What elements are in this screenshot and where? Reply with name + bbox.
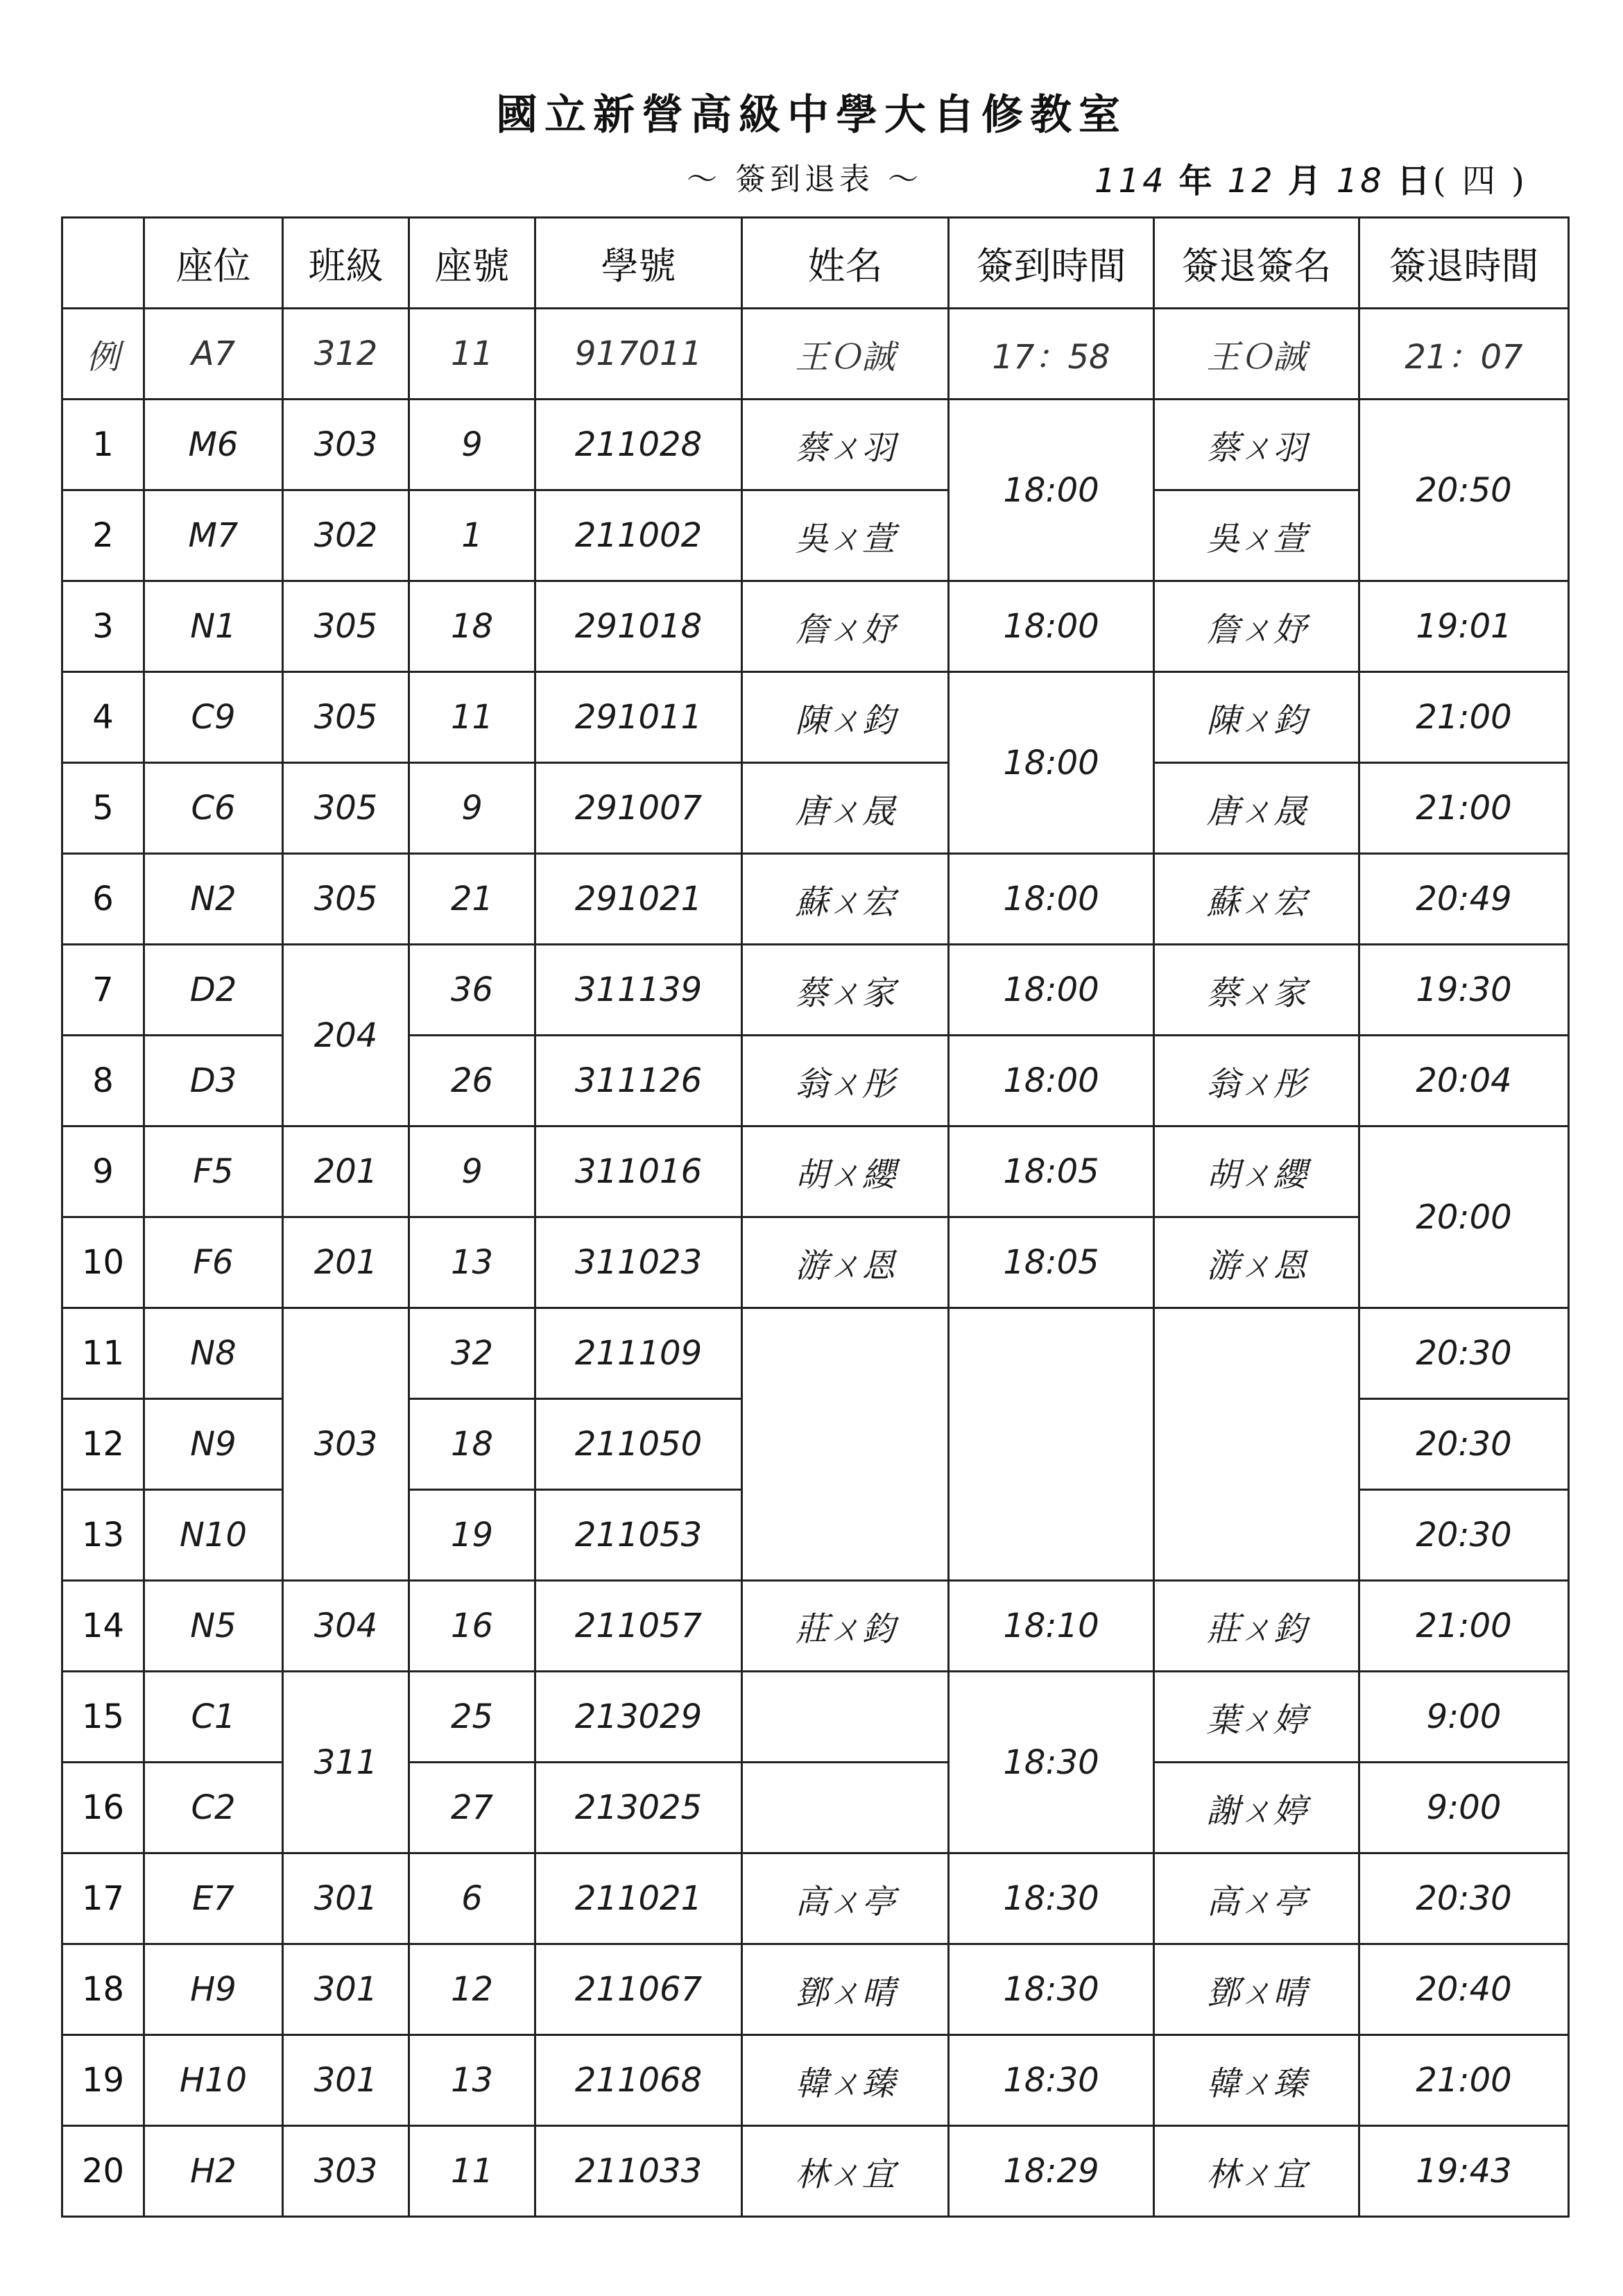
name-cell: 蘇ㄨ宏 bbox=[742, 854, 949, 945]
out-sign-cell: 唐ㄨ晟 bbox=[1154, 763, 1359, 854]
number-cell: 18 bbox=[409, 581, 535, 672]
seat-cell: N5 bbox=[144, 1581, 283, 1672]
class-cell: 303 bbox=[283, 400, 409, 490]
row-number: 12 bbox=[62, 1399, 144, 1490]
seat-cell: D3 bbox=[144, 1036, 283, 1126]
student-id-cell: 211109 bbox=[535, 1308, 742, 1399]
out-sign-cell: 高ㄨ亭 bbox=[1154, 1853, 1359, 1944]
table-row bbox=[62, 581, 1569, 672]
out-time-cell: 20:49 bbox=[1359, 854, 1569, 945]
seat-cell: N2 bbox=[144, 854, 283, 945]
date-day: 18 bbox=[1336, 162, 1384, 200]
name-cell: 吳ㄨ萱 bbox=[742, 490, 949, 581]
example-class: 312 bbox=[283, 309, 409, 400]
table-row bbox=[62, 1581, 1569, 1672]
row-number: 18 bbox=[62, 1944, 144, 2035]
student-id-cell: 211053 bbox=[535, 1490, 742, 1581]
class-cell: 204 bbox=[283, 945, 409, 1126]
seat-cell: F5 bbox=[144, 1126, 283, 1217]
form-subtitle: ～ 簽到退表 ～ bbox=[687, 162, 922, 197]
header-seat: 座位 bbox=[144, 218, 283, 309]
row-number: 19 bbox=[62, 2035, 144, 2126]
in-time-cell: 18:00 bbox=[949, 1036, 1154, 1126]
number-cell: 32 bbox=[409, 1308, 535, 1399]
out-time-cell: 20:40 bbox=[1359, 1944, 1569, 2035]
header-out-time: 簽退時間 bbox=[1359, 218, 1569, 309]
number-cell: 13 bbox=[409, 2035, 535, 2126]
out-sign-cell: 林ㄨ宜 bbox=[1154, 2126, 1359, 2217]
out-time-cell: 20:50 bbox=[1359, 400, 1569, 581]
page-title: 國立新營高級中學大自修教室 bbox=[496, 91, 1127, 139]
number-cell: 18 bbox=[409, 1399, 535, 1490]
number-cell: 13 bbox=[409, 1217, 535, 1308]
name-cell: 唐ㄨ晟 bbox=[742, 763, 949, 854]
date-month-unit: 月 bbox=[1287, 162, 1324, 200]
example-student-id: 917011 bbox=[535, 309, 742, 400]
number-cell: 6 bbox=[409, 1853, 535, 1944]
example-in-time: 17：58 bbox=[949, 309, 1154, 400]
seat-cell: C1 bbox=[144, 1672, 283, 1763]
name-cell: 蔡ㄨ羽 bbox=[742, 400, 949, 490]
example-out-time: 21：07 bbox=[1359, 309, 1569, 400]
out-sign-cell: 莊ㄨ鈞 bbox=[1154, 1581, 1359, 1672]
out-time-cell: 20:04 bbox=[1359, 1036, 1569, 1126]
name-cell: 陳ㄨ鈞 bbox=[742, 672, 949, 763]
name-cell bbox=[742, 1672, 949, 1763]
out-sign-cell: 游ㄨ恩 bbox=[1154, 1217, 1359, 1308]
class-cell: 305 bbox=[283, 672, 409, 763]
row-number: 16 bbox=[62, 1763, 144, 1853]
out-time-cell: 9:00 bbox=[1359, 1672, 1569, 1763]
student-id-cell: 211057 bbox=[535, 1581, 742, 1672]
number-cell: 11 bbox=[409, 2126, 535, 2217]
student-id-cell: 211002 bbox=[535, 490, 742, 581]
table-row bbox=[62, 945, 1569, 1036]
row-number: 15 bbox=[62, 1672, 144, 1763]
in-time-cell: 18:30 bbox=[949, 1853, 1154, 1944]
student-id-cell: 311139 bbox=[535, 945, 742, 1036]
seat-cell: N1 bbox=[144, 581, 283, 672]
table-row bbox=[62, 490, 1569, 581]
student-id-cell: 291011 bbox=[535, 672, 742, 763]
table-header-row bbox=[62, 218, 1569, 309]
number-cell: 36 bbox=[409, 945, 535, 1036]
name-cell: 翁ㄨ彤 bbox=[742, 1036, 949, 1126]
seat-cell: H9 bbox=[144, 1944, 283, 2035]
table-row bbox=[62, 763, 1569, 854]
table-row bbox=[62, 672, 1569, 763]
number-cell: 9 bbox=[409, 400, 535, 490]
table-row bbox=[62, 1217, 1569, 1308]
class-cell: 305 bbox=[283, 763, 409, 854]
student-id-cell: 211033 bbox=[535, 2126, 742, 2217]
out-time-cell: 20:30 bbox=[1359, 1490, 1569, 1581]
example-seat: A7 bbox=[144, 309, 283, 400]
number-cell: 16 bbox=[409, 1581, 535, 1672]
table-row bbox=[62, 854, 1569, 945]
date-weekday: ( 四 ) bbox=[1432, 162, 1527, 200]
row-number: 20 bbox=[62, 2126, 144, 2217]
header-out-sign: 簽退簽名 bbox=[1154, 218, 1359, 309]
number-cell: 19 bbox=[409, 1490, 535, 1581]
class-cell: 301 bbox=[283, 2035, 409, 2126]
student-id-cell: 211067 bbox=[535, 1944, 742, 2035]
student-id-cell: 311016 bbox=[535, 1126, 742, 1217]
out-sign-cell: 翁ㄨ彤 bbox=[1154, 1036, 1359, 1126]
in-time-cell: 18:29 bbox=[949, 2126, 1154, 2217]
out-time-cell: 19:30 bbox=[1359, 945, 1569, 1036]
seat-cell: M7 bbox=[144, 490, 283, 581]
student-id-cell: 211021 bbox=[535, 1853, 742, 1944]
row-number: 3 bbox=[62, 581, 144, 672]
class-cell: 303 bbox=[283, 2126, 409, 2217]
number-cell: 9 bbox=[409, 1126, 535, 1217]
row-number: 1 bbox=[62, 400, 144, 490]
class-cell: 305 bbox=[283, 581, 409, 672]
number-cell: 1 bbox=[409, 490, 535, 581]
in-time-cell: 18:10 bbox=[949, 1581, 1154, 1672]
seat-cell: M6 bbox=[144, 400, 283, 490]
date-day-unit: 日 bbox=[1396, 162, 1433, 200]
out-sign-cell: 詹ㄨ妤 bbox=[1154, 581, 1359, 672]
number-cell: 12 bbox=[409, 1944, 535, 2035]
row-number: 9 bbox=[62, 1126, 144, 1217]
number-cell: 11 bbox=[409, 672, 535, 763]
seat-cell: C2 bbox=[144, 1763, 283, 1853]
out-sign-cell: 謝ㄨ婷 bbox=[1154, 1763, 1359, 1853]
class-cell: 305 bbox=[283, 854, 409, 945]
seat-cell: H10 bbox=[144, 2035, 283, 2126]
seat-cell: C9 bbox=[144, 672, 283, 763]
row-number: 5 bbox=[62, 763, 144, 854]
out-time-cell: 20:30 bbox=[1359, 1308, 1569, 1399]
out-sign-cell: 鄧ㄨ晴 bbox=[1154, 1944, 1359, 2035]
in-time-cell: 18:00 bbox=[949, 400, 1154, 581]
out-time-cell: 19:01 bbox=[1359, 581, 1569, 672]
student-id-cell: 211050 bbox=[535, 1399, 742, 1490]
header-name: 姓名 bbox=[742, 218, 949, 309]
class-cell: 201 bbox=[283, 1126, 409, 1217]
in-time-cell: 18:00 bbox=[949, 581, 1154, 672]
row-number: 11 bbox=[62, 1308, 144, 1399]
out-time-cell: 20:30 bbox=[1359, 1399, 1569, 1490]
student-id-cell: 211068 bbox=[535, 2035, 742, 2126]
out-time-cell: 20:30 bbox=[1359, 1853, 1569, 1944]
out-sign-cell: 韓ㄨ臻 bbox=[1154, 2035, 1359, 2126]
in-time-cell: 18:30 bbox=[949, 2035, 1154, 2126]
seat-cell: H2 bbox=[144, 2126, 283, 2217]
number-cell: 25 bbox=[409, 1672, 535, 1763]
out-sign-cell: 蔡ㄨ羽 bbox=[1154, 400, 1359, 490]
number-cell: 21 bbox=[409, 854, 535, 945]
row-number: 7 bbox=[62, 945, 144, 1036]
out-time-cell: 19:43 bbox=[1359, 2126, 1569, 2217]
row-number: 4 bbox=[62, 672, 144, 763]
out-sign-cell: 吳ㄨ萱 bbox=[1154, 490, 1359, 581]
seat-cell: N8 bbox=[144, 1308, 283, 1399]
in-time-cell: 18:05 bbox=[949, 1126, 1154, 1217]
in-time-cell: 18:00 bbox=[949, 672, 1154, 854]
name-cell: 高ㄨ亭 bbox=[742, 1853, 949, 1944]
class-cell: 301 bbox=[283, 1944, 409, 2035]
row-number: 14 bbox=[62, 1581, 144, 1672]
row-number: 10 bbox=[62, 1217, 144, 1308]
out-time-cell: 21:00 bbox=[1359, 2035, 1569, 2126]
table-row bbox=[62, 1308, 1569, 1399]
table-row bbox=[62, 1126, 1569, 1217]
row-number: 13 bbox=[62, 1490, 144, 1581]
seat-cell: N9 bbox=[144, 1399, 283, 1490]
date-month: 12 bbox=[1227, 162, 1276, 200]
class-cell: 303 bbox=[283, 1308, 409, 1581]
student-id-cell: 291018 bbox=[535, 581, 742, 672]
seat-cell: D2 bbox=[144, 945, 283, 1036]
seat-cell: E7 bbox=[144, 1853, 283, 1944]
out-time-cell: 9:00 bbox=[1359, 1763, 1569, 1853]
form-date bbox=[1082, 154, 1527, 202]
row-number: 17 bbox=[62, 1853, 144, 1944]
name-cell: 莊ㄨ鈞 bbox=[742, 1581, 949, 1672]
student-id-cell: 213025 bbox=[535, 1763, 742, 1853]
out-sign-cell: 胡ㄨ纓 bbox=[1154, 1126, 1359, 1217]
name-cell: 詹ㄨ妤 bbox=[742, 581, 949, 672]
out-sign-cell bbox=[1154, 1308, 1359, 1581]
out-time-cell: 21:00 bbox=[1359, 1581, 1569, 1672]
number-cell: 26 bbox=[409, 1036, 535, 1126]
in-time-cell: 18:05 bbox=[949, 1217, 1154, 1308]
out-time-cell: 20:00 bbox=[1359, 1126, 1569, 1308]
class-cell: 311 bbox=[283, 1672, 409, 1853]
student-id-cell: 291021 bbox=[535, 854, 742, 945]
out-sign-cell: 陳ㄨ鈞 bbox=[1154, 672, 1359, 763]
sign-in-table bbox=[61, 216, 1570, 2218]
example-out-sign: 王Ｏ誠 bbox=[1154, 309, 1359, 400]
student-id-cell: 311023 bbox=[535, 1217, 742, 1308]
seat-cell: N10 bbox=[144, 1490, 283, 1581]
out-sign-cell: 蔡ㄨ家 bbox=[1154, 945, 1359, 1036]
number-cell: 27 bbox=[409, 1763, 535, 1853]
class-cell: 201 bbox=[283, 1217, 409, 1308]
student-id-cell: 211028 bbox=[535, 400, 742, 490]
class-cell: 302 bbox=[283, 490, 409, 581]
table-row bbox=[62, 400, 1569, 490]
name-cell: 林ㄨ宜 bbox=[742, 2126, 949, 2217]
header-student-id: 學號 bbox=[535, 218, 742, 309]
table-row bbox=[62, 1672, 1569, 1763]
name-cell: 蔡ㄨ家 bbox=[742, 945, 949, 1036]
in-time-cell: 18:30 bbox=[949, 1672, 1154, 1853]
date-year: 114 bbox=[1094, 162, 1167, 200]
student-id-cell: 291007 bbox=[535, 763, 742, 854]
name-cell bbox=[742, 1763, 949, 1853]
class-cell: 301 bbox=[283, 1853, 409, 1944]
in-time-cell: 18:30 bbox=[949, 1944, 1154, 2035]
out-sign-cell: 葉ㄨ婷 bbox=[1154, 1672, 1359, 1763]
in-time-cell: 18:00 bbox=[949, 854, 1154, 945]
table-row bbox=[62, 1853, 1569, 1944]
class-cell: 304 bbox=[283, 1581, 409, 1672]
table-row bbox=[62, 1944, 1569, 2035]
student-id-cell: 311126 bbox=[535, 1036, 742, 1126]
date-year-unit: 年 bbox=[1178, 162, 1215, 200]
table-row bbox=[62, 2035, 1569, 2126]
out-time-cell: 21:00 bbox=[1359, 763, 1569, 854]
seat-cell: C6 bbox=[144, 763, 283, 854]
row-number: 2 bbox=[62, 490, 144, 581]
seat-cell: F6 bbox=[144, 1217, 283, 1308]
example-name: 王Ｏ誠 bbox=[742, 309, 949, 400]
out-sign-cell: 蘇ㄨ宏 bbox=[1154, 854, 1359, 945]
name-cell: 胡ㄨ纓 bbox=[742, 1126, 949, 1217]
number-cell: 9 bbox=[409, 763, 535, 854]
in-time-cell: 18:00 bbox=[949, 945, 1154, 1036]
row-number: 8 bbox=[62, 1036, 144, 1126]
name-cell: 游ㄨ恩 bbox=[742, 1217, 949, 1308]
table-row bbox=[62, 2126, 1569, 2217]
header-in-time: 簽到時間 bbox=[949, 218, 1154, 309]
name-cell: 韓ㄨ臻 bbox=[742, 2035, 949, 2126]
name-cell bbox=[742, 1308, 949, 1581]
name-cell: 鄧ㄨ晴 bbox=[742, 1944, 949, 2035]
example-label: 例 bbox=[62, 309, 144, 400]
example-number: 11 bbox=[409, 309, 535, 400]
out-time-cell: 21:00 bbox=[1359, 672, 1569, 763]
example-row bbox=[62, 309, 1569, 400]
header-index bbox=[62, 218, 144, 309]
student-id-cell: 213029 bbox=[535, 1672, 742, 1763]
row-number: 6 bbox=[62, 854, 144, 945]
in-time-cell bbox=[949, 1308, 1154, 1581]
header-class: 班級 bbox=[283, 218, 409, 309]
header-number: 座號 bbox=[409, 218, 535, 309]
